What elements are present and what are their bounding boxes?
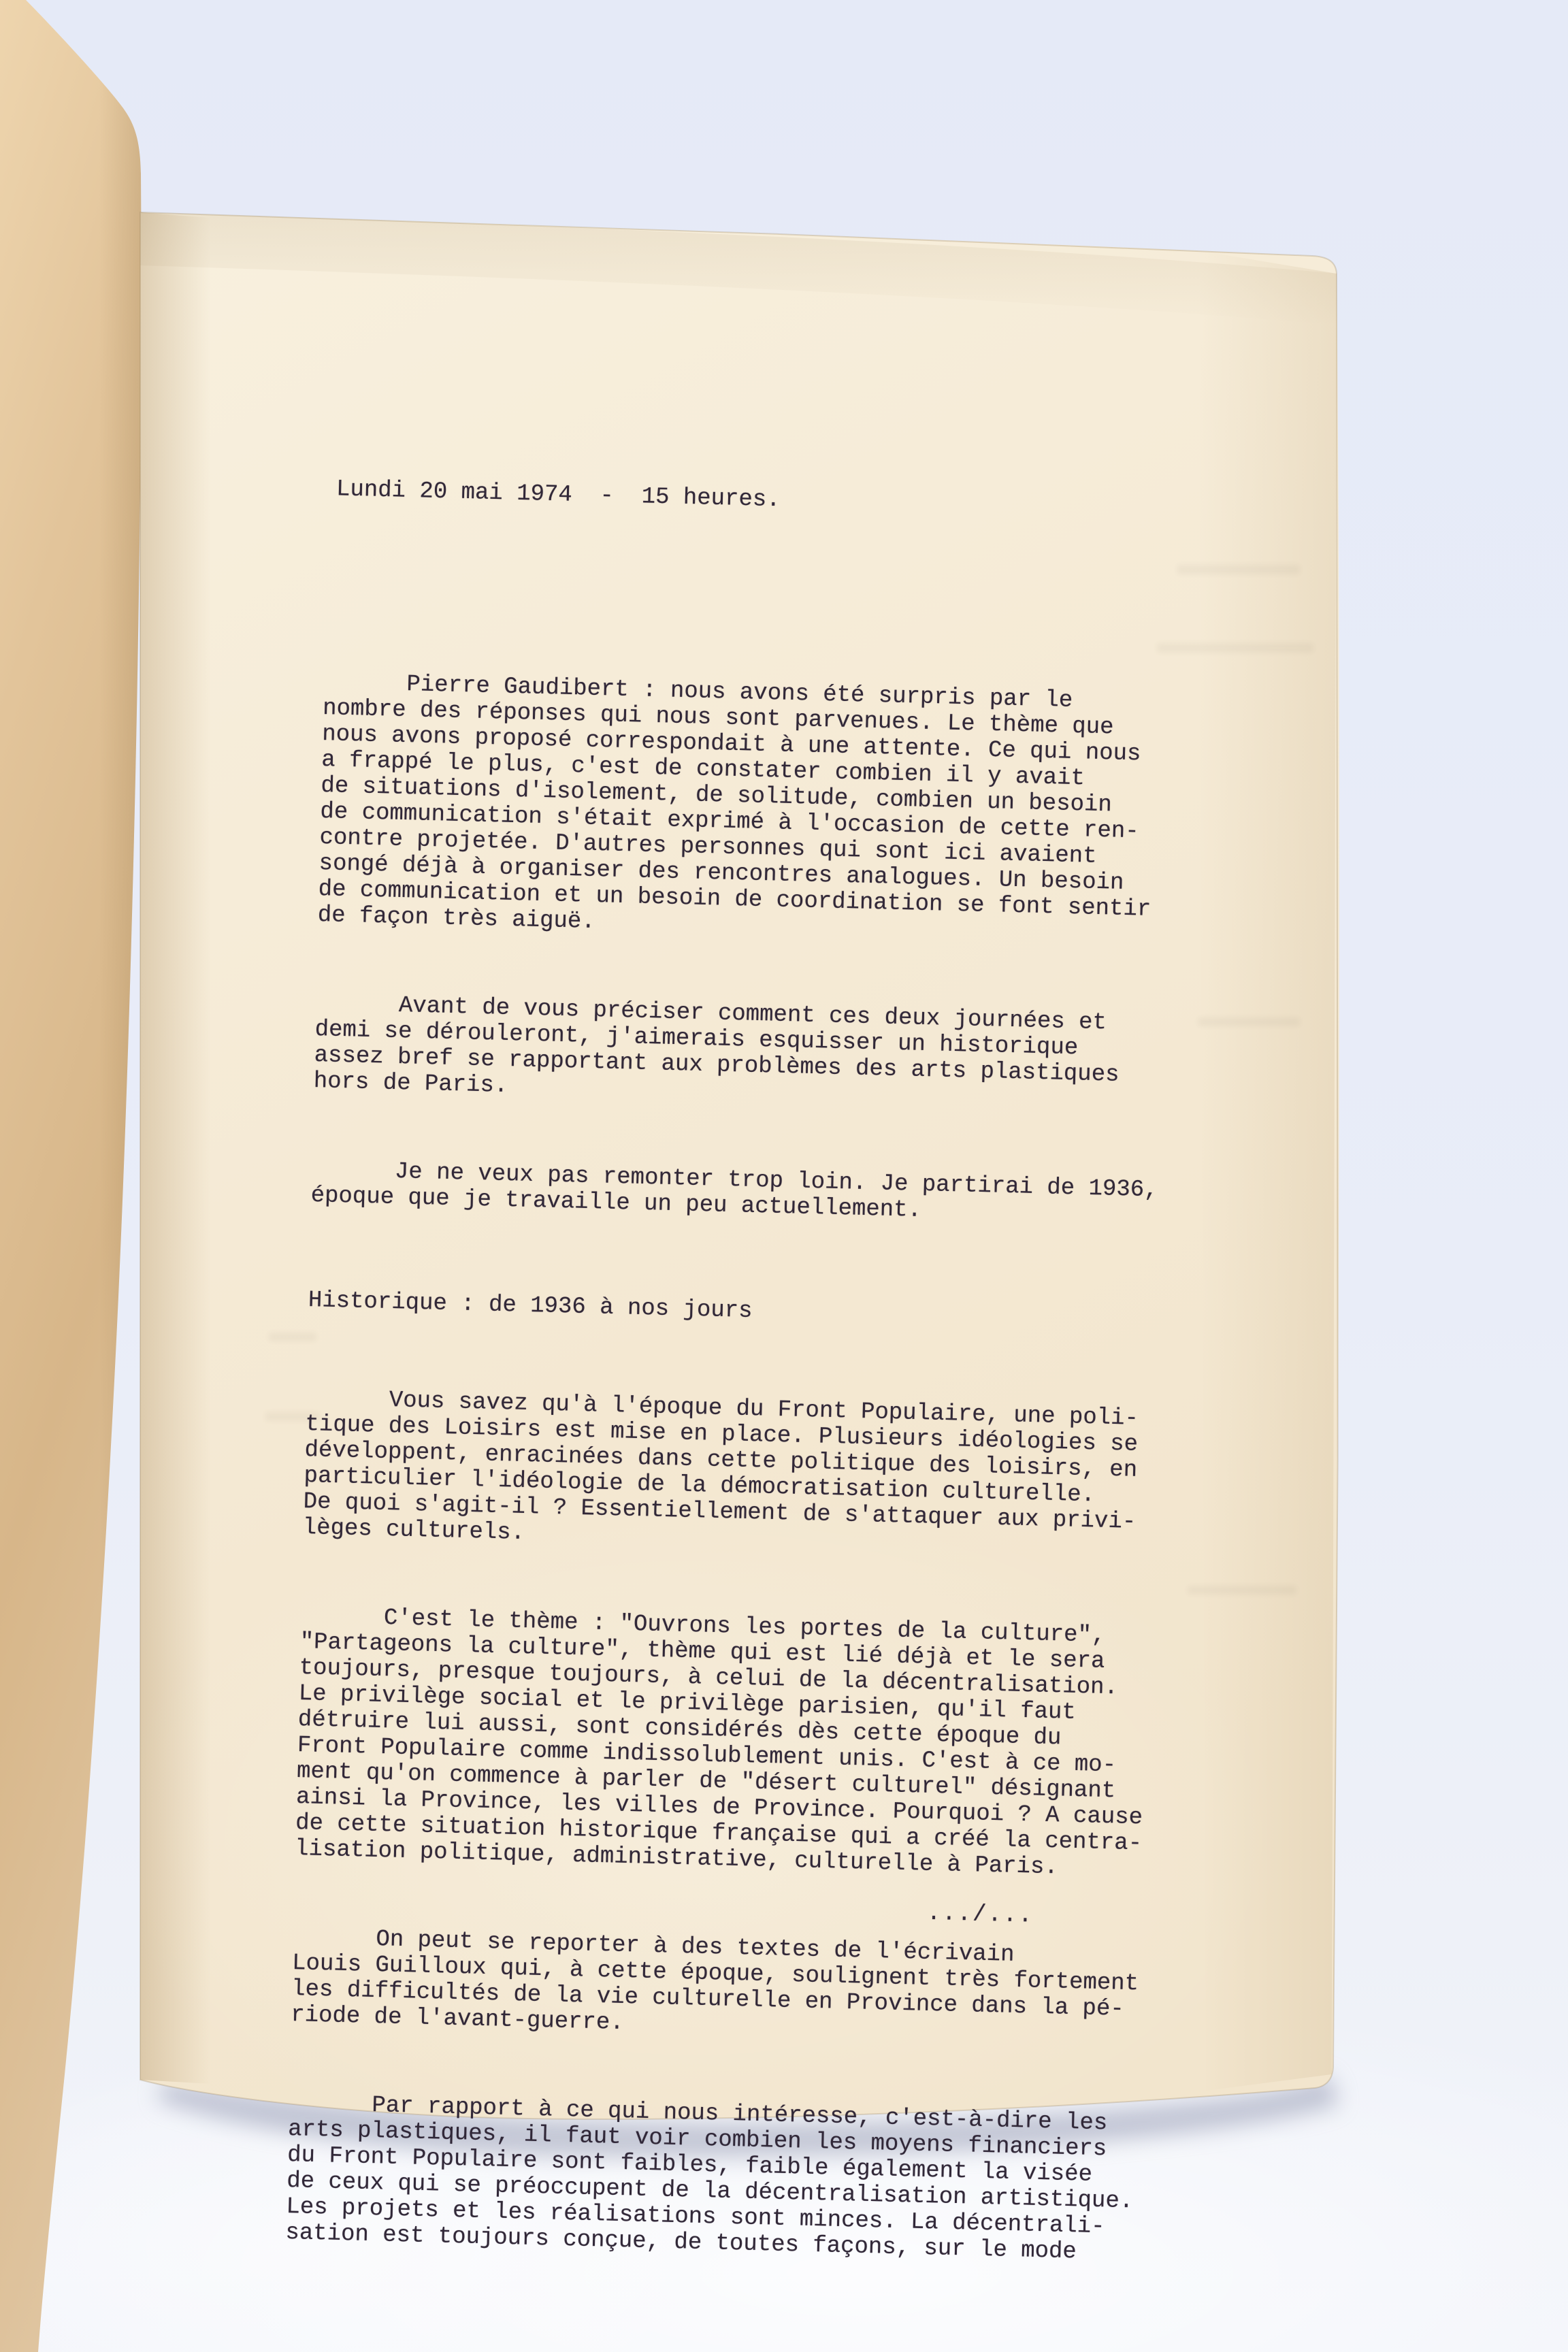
typed-text-layer — [284, 436, 1281, 2266]
date-line: Lundi 20 mai 1974 - 15 heures. — [336, 476, 781, 514]
typed-paragraph: Je ne veux pas remonter trop loin. Je partirai de 1936, époque que je travaille un peu actuellement. — [310, 1157, 1158, 1224]
continuation-mark: .../... — [926, 1900, 1034, 1929]
typed-paragraph: C'est le thème : "Ouvrons les portes de la culture", "Partageons la culture", thème qui est lié déjà et le sera toujours, presque toujours, à celui de la décentralisation. Le privilège social et le privilège parisien, qu'il faut détruire lui aussi, sont considérés dès cette époque du Front Populaire comme indissolublement unis. C'est à ce mo- ment qu'on commence à parler de "désert culturel" désignant ainsi la Province, les villes de Province. Pourquoi ? A cause de cette situation historique française qui a créé la centra- lisation politique, administrative, culturelle à Paris. — [294, 1603, 1143, 1881]
typed-paragraph: Par rapport à ce qui nous intéresse, c'est-à-dire les arts plastiques, il faut voir combien les moyens financiers du Front Populaire sont faibles, faible également la visée de ceux qui se préoccupent de la décentralisation artistique. Les projets et les réalisations sont minces. La décentrali- sation est toujours conçue, de toutes façons, sur le mode — [284, 2091, 1134, 2266]
typescript-body — [284, 618, 1172, 2329]
section-heading: Historique : de 1936 à nos jours — [308, 1288, 753, 1324]
typed-paragraph: Pierre Gaudibert : nous avons été surpris par le nombre des réponses qui nous sont parvenues. Le thème que nous avons proposé correspondait à une attente. Ce qui nous a frappé le plus, c'est de constater combien il y avait de situations d'isolement, de solitude, combien un besoin de communication s'était exprimé à l'occasion de cette ren- contre projetée. D'autres personnes qui sont ici avaient songé déjà à organiser des rencontres analogues. Un besoin de communication et un besoin de coordination se font sentir de façon très aiguë. — [317, 670, 1152, 935]
typed-paragraph: Vous savez qu'à l'époque du Front Populaire, une poli- tique des Loisirs est mise en place. Plusieurs idéologies se développent, enracinées dans cette politique des loisirs, en particulier l'idéologie de la démocratisation culturelle. De quoi s'agit-il ? Essentiellement de s'attaquer aux privi- lèges culturels. — [302, 1386, 1139, 1546]
typed-paragraph: On peut se reporter à des textes de l'écrivain Louis Guilloux qui, à cette époque, soulignent très fortement les difficultés de la vie culturelle en Province dans la pé- riode de l'avant-guerre. — [290, 1925, 1139, 2036]
typed-paragraph: Avant de vous préciser comment ces deux journées et demi se dérouleront, j'aimerais esquisser un historique assez bref se rapportant aux problèmes des arts plastiques hors de Paris. — [313, 991, 1120, 1099]
